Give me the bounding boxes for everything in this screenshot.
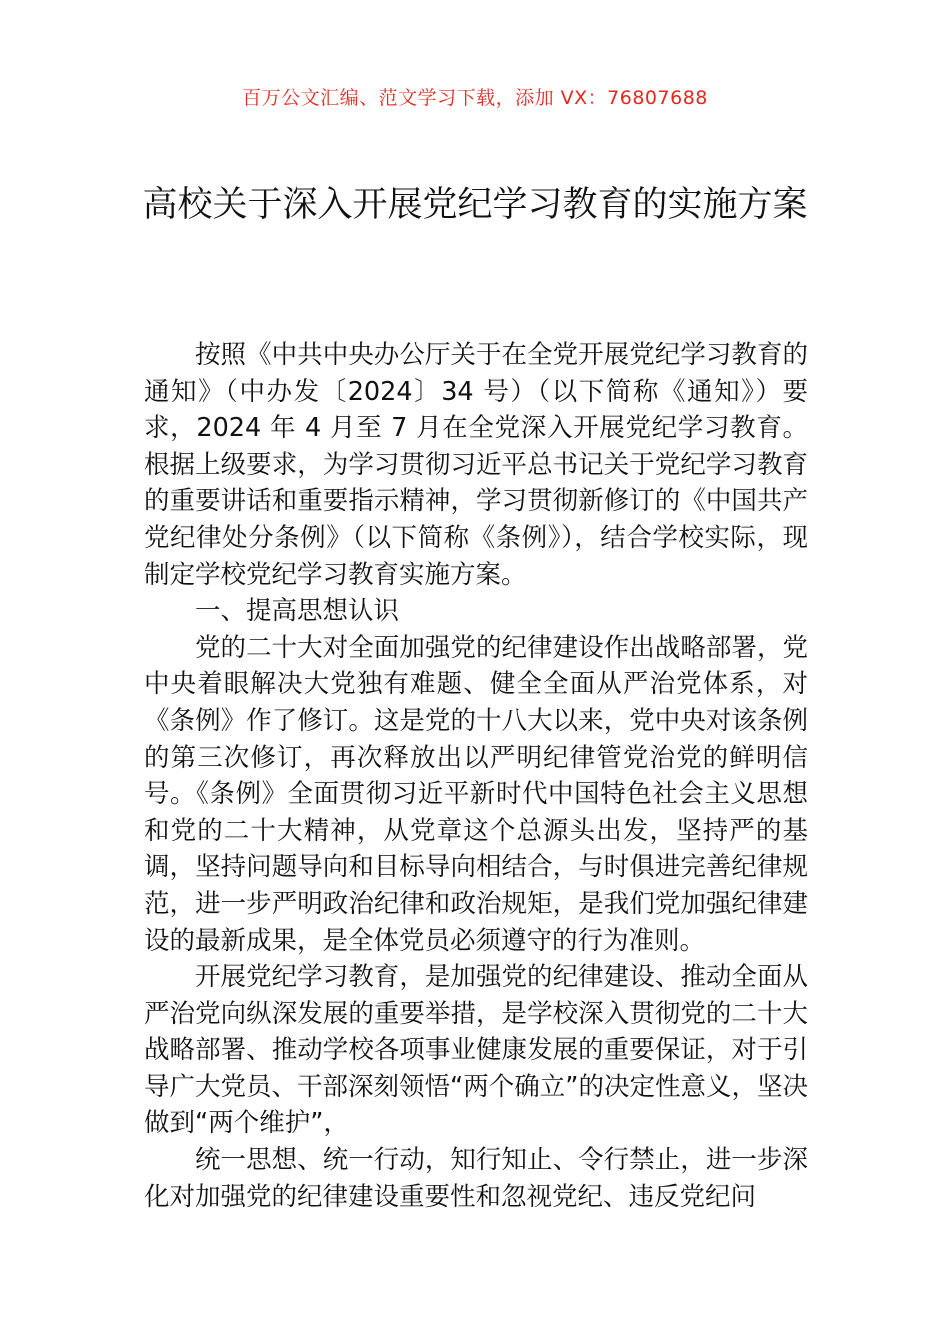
paragraph-section-one: 党的二十大对全面加强党的纪律建设作出战略部署，党中央着眼解决大党独有难题、健全全面从严治党体系，对《条例》作了修订。这是党的十八大以来，党中央对该条例的第三次修订，再次释放出以严明纪律管党治党的鲜明信号。《条例》全面贯彻习近平新时代中国特色社会主义思想和党的二十大精神，从党章这个总源头出发，坚持严的基调，坚持问题导向和目标导向相结合，与时俱进完善纪律规范，进一步严明政治纪律和政治规矩，是我们党加强纪律建设的最新成果，是全体党员必须遵守的行为准则。	[144, 632, 808, 956]
paragraph-intro: 按照《中共中央办公厅关于在全党开展党纪学习教育的通知》（中办发〔2024〕34 号）（以下简称《通知》）要求，2024 年 4 月至 7 月在全党深入开展党纪学习教育。根据上级要求，为学习贯彻习近平总书记关于党纪学习教育的重要讲话和重要指示精神，学习贯彻新修订的《中国共产党纪律处分条例》（以下简称《条例》），结合学校实际，现制定学校党纪学习教育实施方案。	[144, 340, 808, 590]
section-heading: 一、提高思想认识	[195, 596, 400, 627]
document-body	[144, 337, 808, 1215]
paragraph-continuation: 统一思想、统一行动，知行知止、令行禁止，进一步深化对加强党的纪律建设重要性和忽视党纪、违反党纪问	[144, 1145, 808, 1212]
paragraph-importance: 开展党纪学习教育，是加强党的纪律建设、推动全面从严治党向纵深发展的重要举措，是学校深入贯彻党的二十大战略部署、推动学校各项事业健康发展的重要保证，对于引导广大党员、干部深刻领悟“两个确立”的决定性意义，坚决做到“两个维护”，	[144, 962, 808, 1139]
watermark-banner: 百万公文汇编、范文学习下载，添加 VX：76807688	[242, 87, 708, 109]
document-title: 高校关于深入开展党纪学习教育的实施方案	[142, 185, 808, 225]
